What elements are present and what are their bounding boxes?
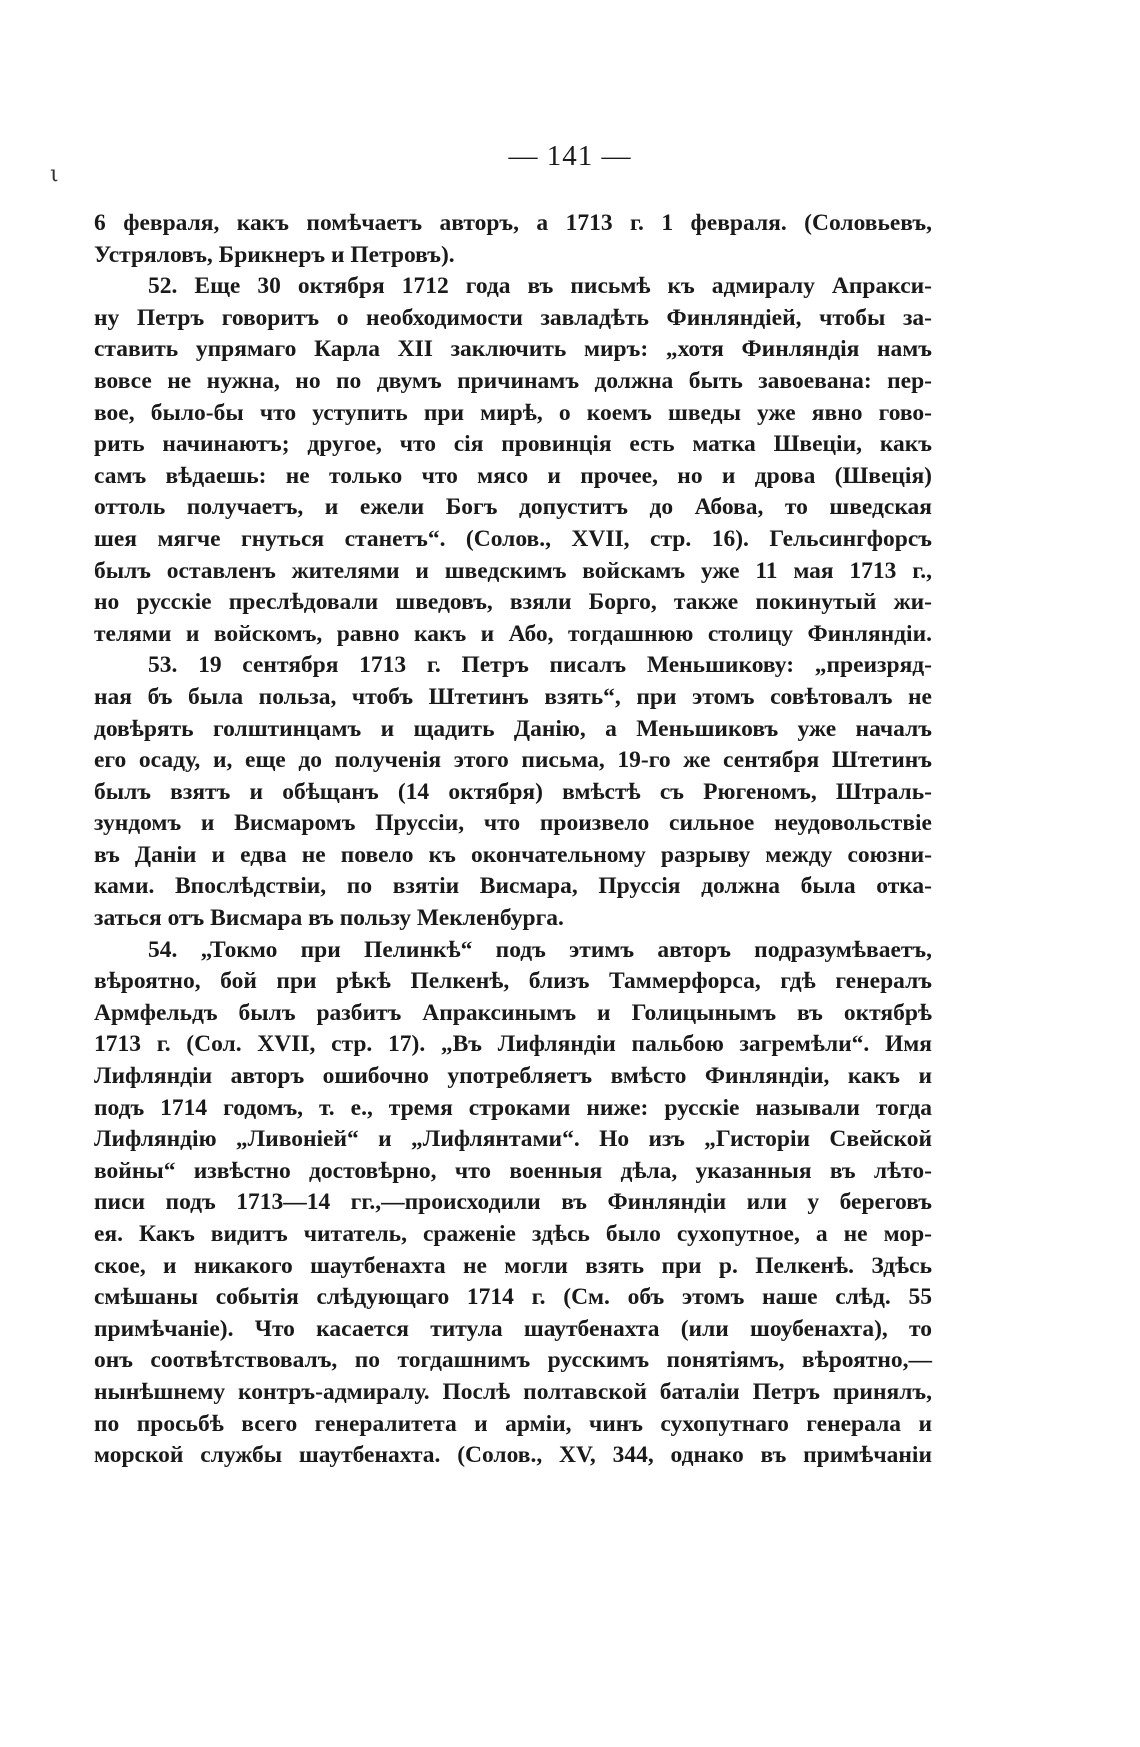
text-line: телями и войскомъ, равно какъ и Або, тогдашнюю столицу Финляндіи.	[94, 620, 932, 647]
text-line: былъ взятъ и обѣщанъ (14 октября) вмѣстѣ съ Рюгеномъ, Штраль-	[94, 778, 932, 805]
text-line: ское, и никакого шаутбенахта не могли взять при р. Пелкенѣ. Здѣсь	[94, 1252, 932, 1279]
text-line: 53. 19 сентября 1713 г. Петръ писалъ Меньшикову: „преизряд-	[148, 652, 932, 679]
text-line: оттоль получаетъ, и ежели Богъ допуститъ до Абова, то шведская	[94, 494, 932, 521]
text-line: ставить упрямаго Карла XII заключить миръ: „хотя Финляндія намъ	[94, 336, 932, 363]
text-line: ея. Какъ видитъ читатель, сраженіе здѣсь было сухопутное, а не мор-	[94, 1221, 932, 1247]
text-line: морской службы шаутбенахта. (Солов., XV, 344, однако въ примѣчаніи	[94, 1442, 932, 1469]
text-line: ну Петръ говоритъ о необходимости завладѣть Финляндіей, чтобы за-	[94, 304, 932, 331]
text-line: ками. Впослѣдствіи, по взятіи Висмара, Пруссія должна была отка-	[94, 873, 932, 900]
text-line: вовсе не нужна, но по двумъ причинамъ должна быть завоевана: пер-	[94, 367, 932, 394]
text-line: смѣшаны событія слѣдующаго 1714 г. (См. объ этомъ наше слѣд. 55	[94, 1284, 932, 1311]
edge-mark: ι	[50, 162, 59, 187]
text-line: вѣроятно, бой при рѣкѣ Пелкенѣ, близъ Таммерфорса, гдѣ генералъ	[94, 968, 932, 995]
text-line: по просьбѣ всего генералитета и арміи, чинъ сухопутнаго генерала и	[94, 1410, 932, 1437]
text-line: ная бъ была польза, чтобъ Штетинъ взять“, при этомъ совѣтовалъ не	[94, 683, 932, 710]
text-line: самъ вѣдаешь: не только что мясо и прочее, но и дрова (Швеція)	[94, 462, 932, 489]
text-line: Армфельдъ былъ разбитъ Апраксинымъ и Голицынымъ въ октябрѣ	[94, 999, 932, 1026]
text-line: 52. Еще 30 октября 1712 года въ письмѣ къ адмиралу Апракси-	[148, 273, 932, 300]
text-line: нынѣшнему контръ-адмиралу. Послѣ полтавской баталіи Петръ принялъ,	[94, 1378, 932, 1405]
text-line: былъ оставленъ жителями и шведскимъ войскамъ уже 11 мая 1713 г.,	[94, 557, 932, 584]
text-line: писи подъ 1713—14 гг.,—происходили въ Финляндіи или у береговъ	[94, 1189, 932, 1216]
page-number: — 141 —	[508, 140, 632, 172]
body-text	[94, 208, 932, 1472]
text-line: зундомъ и Висмаромъ Пруссіи, что произвело сильное неудовольствіе	[94, 810, 932, 837]
text-line: но русскіе преслѣдовали шведовъ, взяли Борго, также покинутый жи-	[94, 589, 932, 616]
text-line: рить начинаютъ; другое, что сія провинція есть матка Швеціи, какъ	[94, 431, 932, 458]
text-line: примѣчаніе). Что касается титула шаутбенахта (или шоубенахта), то	[94, 1315, 932, 1342]
text-line: Устряловъ, Брикнеръ и Петровъ).	[94, 241, 455, 268]
text-line: онъ соотвѣтствовалъ, по тогдашнимъ русскимъ понятіямъ, вѣроятно,—	[94, 1347, 932, 1374]
text-line: войны“ извѣстно достовѣрно, что военныя дѣла, указанныя въ лѣто-	[94, 1157, 932, 1184]
text-line: его осаду, и, еще до полученія этого письма, 19-го же сентября Штетинъ	[94, 747, 932, 774]
text-line: Лифляндію „Ливоніей“ и „Лифлянтами“. Но изъ „Гисторіи Свейской	[94, 1126, 932, 1153]
text-line: 54. „Токмо при Пелинкѣ“ подъ этимъ авторъ подразумѣваетъ,	[148, 936, 932, 963]
text-line: заться отъ Висмара въ пользу Мекленбурга.	[94, 905, 564, 932]
text-line: шея мягче гнуться станетъ“. (Солов., XVII, стр. 16). Гельсингфорсъ	[94, 525, 932, 552]
text-line: вое, было-бы что уступить при мирѣ, о коемъ шведы уже явно гово-	[94, 399, 932, 426]
text-line: Лифляндіи авторъ ошибочно употребляетъ вмѣсто Финляндіи, какъ и	[94, 1063, 932, 1090]
text-line: въ Даніи и едва не повело къ окончательному разрыву между союзни-	[94, 841, 932, 868]
text-line: 1713 г. (Сол. XVII, стр. 17). „Въ Лифляндіи пальбою загремѣли“. Имя	[94, 1031, 932, 1058]
text-line: 6 февраля, какъ помѣчаетъ авторъ, а 1713 г. 1 февраля. (Соловьевъ,	[94, 210, 932, 236]
text-line: подъ 1714 годомъ, т. е., тремя строками ниже: русскіе называли тогда	[94, 1094, 932, 1121]
text-line: довѣрять голштинцамъ и щадить Данію, а Меньшиковъ уже началъ	[94, 715, 932, 742]
